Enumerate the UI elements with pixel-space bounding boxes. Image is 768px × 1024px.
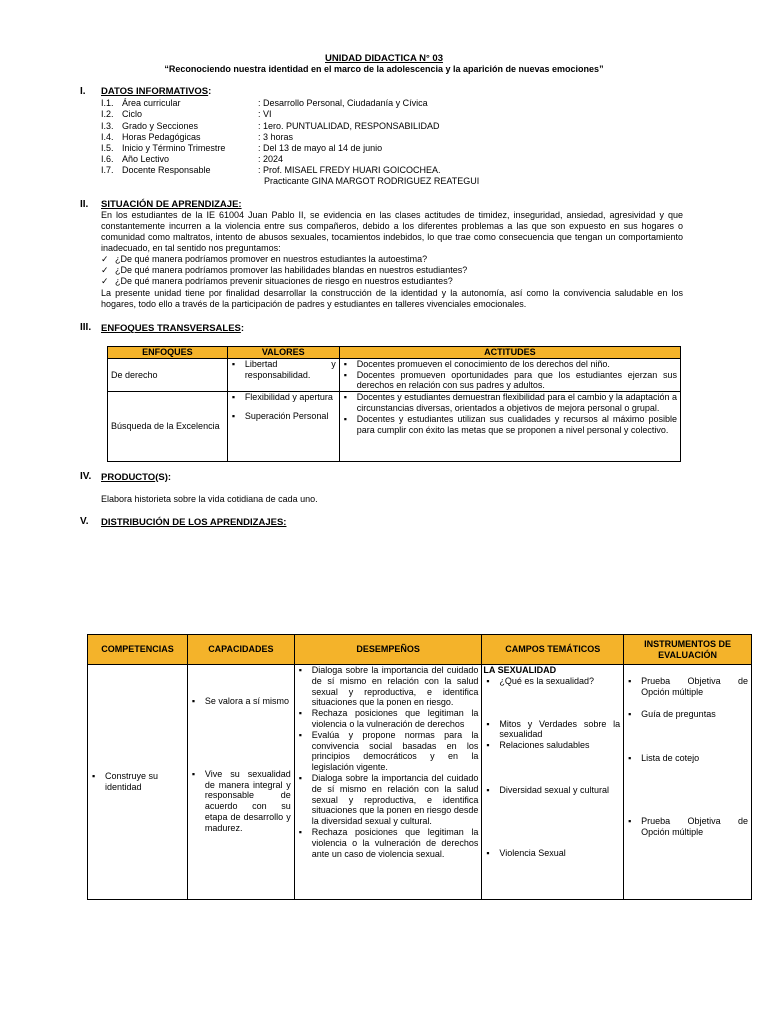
- valor-item: [231, 359, 336, 381]
- desempeno-item: [298, 730, 479, 773]
- bullet-icon: ▪: [628, 816, 632, 827]
- actitudes-cell: [339, 392, 680, 462]
- info-value: : 3 horas: [258, 132, 294, 142]
- info-label: Horas Pedagógicas: [122, 132, 201, 142]
- bullet-icon: ▪: [628, 753, 632, 764]
- section-3-colon: :: [240, 323, 245, 334]
- info-num: I.4.: [101, 132, 114, 142]
- valores-cell: [227, 358, 339, 391]
- section-4-heading: [101, 472, 171, 483]
- actitud-text: Docentes promueven oportunidades para que los estudiantes ejerzan sus derechos en relación con sus padres y adultos.: [356, 369, 677, 391]
- section-5-number: V.: [80, 516, 89, 527]
- header-capacidades: CAPACIDADES: [187, 635, 294, 665]
- question-item: [101, 265, 467, 276]
- bullet-icon: ▪: [298, 665, 302, 675]
- instrumento-item: [627, 676, 748, 698]
- section-1-heading: [101, 86, 211, 97]
- aprendizajes-header-row: [88, 635, 752, 665]
- document-subtitle: “Reconociendo nuestra identidad en el marco de la adolescencia y la aparición de nuevas emociones”: [164, 64, 604, 74]
- bullet-icon: ▪: [191, 696, 196, 706]
- desempeno-item: [298, 665, 479, 708]
- bullet-icon: ▪: [343, 369, 347, 380]
- section-5-title: DISTRIBUCIÓN DE LOS APRENDIZAJES:: [101, 517, 287, 528]
- valor-item: [231, 411, 336, 422]
- section-4-title: PRODUCTO: [101, 472, 156, 483]
- actitud-text: Docentes promueven el conocimiento de los derechos del niño.: [356, 358, 610, 369]
- enfoques-header-valores: VALORES: [227, 347, 339, 359]
- info-value-extra: Practicante GINA MARGOT RODRIGUEZ REATEGUI: [264, 176, 480, 186]
- info-value: : Del 13 de mayo al 14 de junio: [258, 143, 383, 153]
- info-num: I.7.: [101, 165, 114, 175]
- enfoques-table: [107, 346, 681, 462]
- question-item: [101, 276, 467, 287]
- instrumento-text: Lista de cotejo: [641, 753, 700, 764]
- info-label: Inicio y Término Trimestre: [122, 143, 226, 153]
- info-num: I.6.: [101, 154, 114, 164]
- header-competencias: COMPETENCIAS: [88, 635, 188, 665]
- situation-intro: En los estudiantes de la IE 61004 Juan Pablo II, se evidencia en las clases actitudes de timidez, inseguridad, ansiedad, agresividad y que constantemente incurren a la violencia entre sus compañeros, debido a los diferentes problemas a las que son expuesto en sus hogares o comunidad como maltratos, intento de abusos sexuales, tocamientos indebidos, lo que trae como consecuencia que tengan un comportamiento inadecuado, en tal sentido nos preguntamos:: [101, 210, 683, 253]
- bullet-icon: ▪: [298, 826, 302, 837]
- actitudes-cell: [339, 358, 680, 391]
- campo-item: [485, 848, 620, 859]
- valores-cell: [227, 392, 339, 462]
- campo-item: [485, 719, 620, 741]
- capacidad-text: Se valora a sí mismo: [204, 696, 289, 706]
- campos-cell: [482, 665, 624, 900]
- section-3-number: III.: [80, 322, 92, 333]
- question-item: [101, 254, 467, 265]
- bullet-icon: ▪: [486, 718, 490, 729]
- question-list: [101, 254, 467, 287]
- bullet-icon: ▪: [343, 392, 347, 403]
- bullet-icon: ▪: [298, 729, 302, 740]
- competencia-cell: [88, 665, 188, 900]
- actitud-item: [343, 359, 677, 370]
- check-icon: ✓: [101, 276, 109, 286]
- campo-text: Relaciones saludables: [499, 740, 590, 751]
- valor-text: Superación Personal: [244, 410, 329, 421]
- bullet-icon: ▪: [486, 740, 490, 751]
- desempeno-item: [298, 827, 479, 859]
- section-3-heading: [101, 323, 244, 334]
- bullet-icon: ▪: [191, 768, 196, 779]
- bullet-icon: ▪: [231, 358, 236, 369]
- section-4-number: IV.: [80, 471, 92, 482]
- actitud-text: Docentes y estudiantes demuestran flexibilidad para el cambio y la adaptación a circunstancias diversas, orientados a objetivos de mejora personal o grupal.: [356, 392, 677, 413]
- bullet-icon: ▪: [343, 358, 347, 369]
- actitud-item: [343, 414, 677, 436]
- desempeno-text: Dialoga sobre la importancia del cuidado de sí mismo en relación con la salud sexual y reproductiva, e identifica situaciones que la ponen en riesgo.: [311, 665, 479, 708]
- enfoques-header-actitudes: ACTITUDES: [339, 347, 680, 359]
- info-value: : 2024: [258, 154, 284, 164]
- section-2-number: II.: [80, 199, 89, 210]
- info-value: : Desarrollo Personal, Ciudadanía y Cívica: [258, 98, 428, 108]
- desempeno-item: [298, 773, 479, 827]
- desempeno-text: Dialoga sobre la importancia del cuidado de sí mismo en relación con la salud sexual y reproductiva, e identifica situaciones que la ponen en riesgo desde la diversidad sexual y cultural.: [311, 772, 479, 827]
- bullet-icon: ▪: [231, 410, 236, 421]
- enfoques-header-enfoques: ENFOQUES: [108, 347, 228, 359]
- bullet-icon: ▪: [486, 784, 490, 795]
- instrumento-text: Prueba Objetiva de Opción múltiple: [641, 676, 748, 697]
- info-label: Grado y Secciones: [122, 121, 199, 131]
- desempeno-item: [298, 708, 479, 730]
- campo-title: LA SEXUALIDAD: [483, 665, 557, 675]
- bullet-icon: ▪: [343, 413, 347, 424]
- bullet-icon: ▪: [298, 772, 302, 783]
- section-3-title: ENFOQUES TRANSVERSALES: [101, 323, 241, 334]
- bullet-icon: ▪: [92, 771, 96, 782]
- campo-item: [485, 740, 620, 751]
- info-label: Ciclo: [122, 109, 143, 119]
- question-text: ¿De qué manera podríamos promover en nuestros estudiantes la autoestima?: [115, 254, 428, 264]
- enfoque-row: [108, 392, 681, 462]
- info-num: I.2.: [101, 109, 114, 119]
- actitud-item: [343, 392, 677, 414]
- valor-item: [231, 392, 336, 403]
- question-text: ¿De qué manera podríamos promover las habilidades blandas en nuestros estudiantes?: [115, 265, 468, 275]
- aprendizajes-table: [87, 634, 752, 900]
- instrumento-text: Prueba Objetiva de Opción múltiple: [641, 816, 748, 837]
- info-label: Área curricular: [122, 98, 181, 108]
- header-desempenos: DESEMPEÑOS: [294, 635, 482, 665]
- desempeno-text: Rechaza posiciones que legitiman la violencia o la vulneración de derechos ante un caso de violencia sexual.: [311, 826, 479, 859]
- bullet-icon: ▪: [628, 676, 632, 686]
- info-num: I.5.: [101, 143, 114, 153]
- bullet-icon: ▪: [486, 847, 490, 858]
- instrumento-item: [627, 709, 748, 720]
- check-icon: ✓: [101, 254, 109, 264]
- valor-text: Flexibilidad y apertura: [244, 392, 333, 403]
- info-value: : 1ero. PUNTUALIDAD, RESPONSABILIDAD: [258, 121, 440, 131]
- info-label: Docente Responsable: [122, 165, 211, 175]
- section-1-title: DATOS INFORMATIVOS: [101, 86, 209, 97]
- capacidad-item: [191, 696, 291, 707]
- enfoques-header-row: [108, 347, 681, 359]
- bullet-icon: ▪: [628, 708, 632, 719]
- section-4-title-rest: (S):: [155, 472, 172, 483]
- section-2-title: SITUACIÓN DE APRENDIZAJE:: [101, 199, 242, 210]
- product-text: Elabora historieta sobre la vida cotidiana de cada uno.: [101, 494, 318, 504]
- enfoque-name: Búsqueda de la Excelencia: [108, 392, 228, 462]
- enfoque-row: [108, 358, 681, 391]
- competencia-text: Construye su identidad: [105, 771, 159, 792]
- campo-item: [485, 676, 620, 687]
- info-num: I.3.: [101, 121, 114, 131]
- info-label: Año Lectivo: [122, 154, 170, 164]
- campo-item: [485, 785, 620, 796]
- campo-text: Violencia Sexual: [499, 847, 566, 858]
- document-title: UNIDAD DIDACTICA N° 03: [325, 53, 443, 64]
- instrumentos-cell: [624, 665, 752, 900]
- desempeno-text: Evalúa y propone normas para la convivencia social basadas en los principios democráticos y en la legislación vigente.: [311, 729, 479, 773]
- situation-closing: La presente unidad tiene por finalidad desarrollar la construcción de la identidad y la autonomía, así como la convivencia saludable en los hogares, todo ello a través de la participación de padres y estudiantes en talleres vivenciales emocionales.: [101, 288, 683, 309]
- section-1-colon: :: [208, 86, 212, 97]
- bullet-icon: ▪: [231, 392, 236, 403]
- bullet-icon: ▪: [298, 708, 302, 719]
- desempenos-cell: [294, 665, 482, 900]
- campo-text: Diversidad sexual y cultural: [499, 784, 609, 795]
- instrumento-item: [627, 816, 748, 838]
- info-value: : VI: [258, 109, 272, 119]
- actitud-text: Docentes y estudiantes utilizan sus cualidades y recursos al máximo posible para cumplir con éxito las metas que se proponen a nivel personal y colectivo.: [356, 413, 677, 435]
- check-icon: ✓: [101, 265, 109, 275]
- info-num: I.1.: [101, 98, 114, 108]
- capacidad-item: [191, 769, 291, 834]
- instrumento-text: Guía de preguntas: [641, 708, 716, 719]
- section-1-number: I.: [80, 86, 86, 97]
- bullet-icon: ▪: [486, 675, 490, 686]
- instrumento-item: [627, 753, 748, 764]
- capacidades-cell: [187, 665, 294, 900]
- enfoque-name: De derecho: [108, 358, 228, 391]
- valor-text: Libertad y responsabilidad.: [244, 358, 336, 380]
- actitud-item: [343, 370, 677, 392]
- header-instrumentos: INSTRUMENTOS DE EVALUACIÓN: [624, 635, 752, 665]
- info-value: : Prof. MISAEL FREDY HUARI GOICOCHEA.: [258, 165, 441, 175]
- question-text: ¿De qué manera podríamos prevenir situaciones de riesgo en nuestros estudiantes?: [115, 276, 453, 286]
- competencia-item: [91, 771, 184, 793]
- campo-text: Mitos y Verdades sobre la sexualidad: [499, 718, 621, 740]
- capacidad-text: Vive su sexualidad de manera integral y responsable de acuerdo con su etapa de desarrollo y madurez.: [204, 768, 291, 833]
- header-campos: CAMPOS TEMÁTICOS: [482, 635, 624, 665]
- desempeno-text: Rechaza posiciones que legitiman la violencia o la vulneración de derechos: [311, 708, 479, 729]
- campo-text: ¿Qué es la sexualidad?: [499, 675, 594, 686]
- aprendizajes-row: [88, 665, 752, 900]
